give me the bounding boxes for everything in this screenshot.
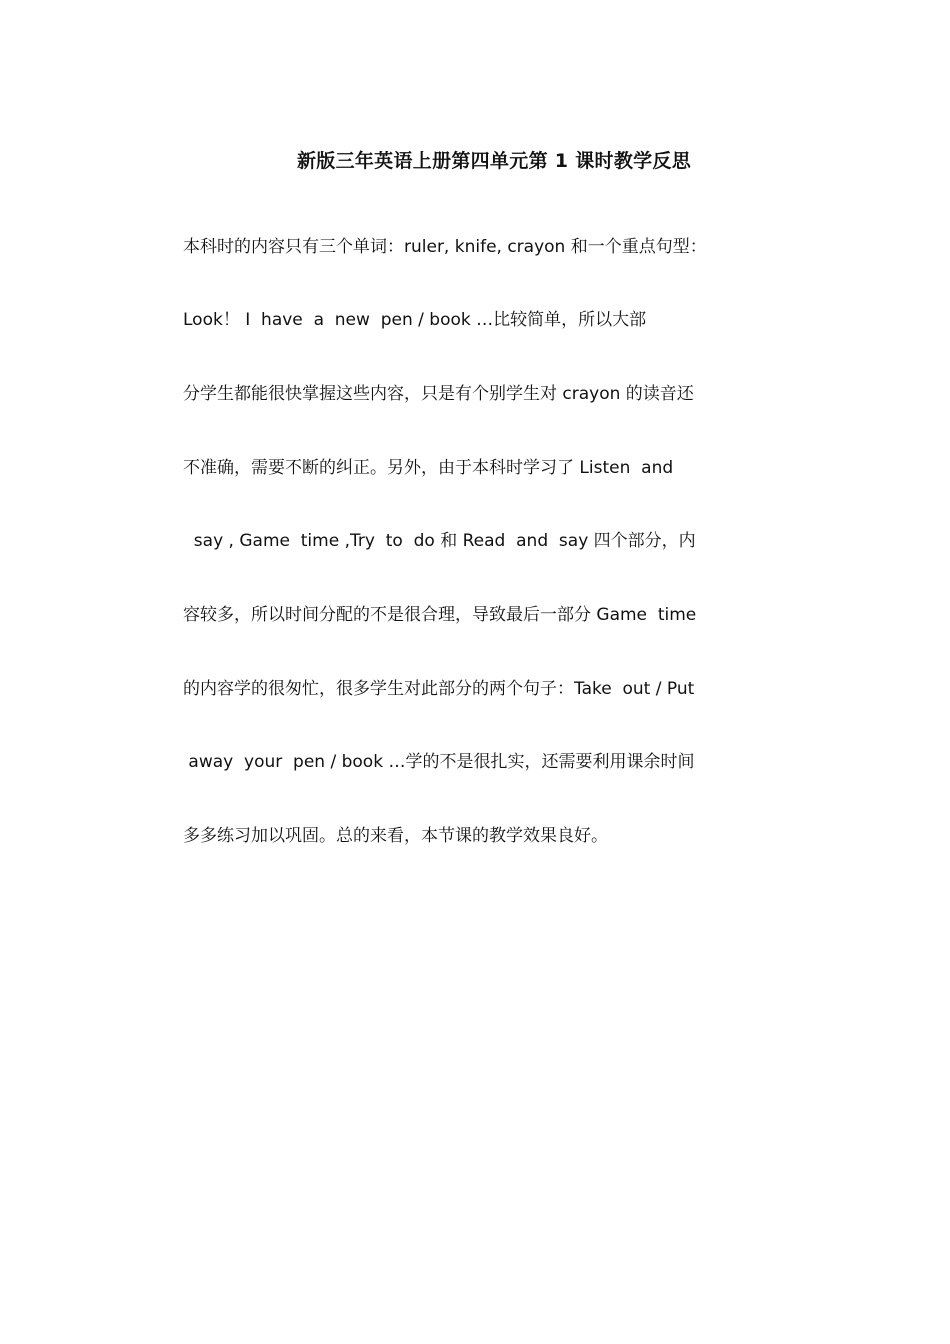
paragraph-line: away your pen / book …学的不是很扎实，还需要利用课余时间 — [183, 752, 695, 772]
paragraph-line: 不准确，需要不断的纠正。另外，由于本科时学习了 Listen and — [183, 458, 674, 478]
paragraph-line: 分学生都能很快掌握这些内容，只是有个别学生对 crayon 的读音还 — [183, 384, 694, 404]
paragraph-line: say , Game time ,Try to do 和 Read and say 四个部分，内 — [183, 531, 696, 551]
paragraph-line: 的内容学的很匆忙，很多学生对此部分的两个句子：Take out / Put — [183, 679, 695, 699]
paragraph-line: 容较多，所以时间分配的不是很合理，导致最后一部分 Game time — [183, 605, 697, 625]
paragraph-line: 本科时的内容只有三个单词：ruler, knife, crayon 和一个重点句型： — [183, 237, 707, 257]
paragraph-line: Look！ I have a new pen / book …比较简单，所以大部 — [183, 310, 647, 330]
paragraph-line: 多多练习加以巩固。总的来看，本节课的教学效果良好。 — [183, 826, 608, 846]
document-title: 新版三年英语上册第四单元第 1 课时教学反思 — [296, 150, 692, 172]
